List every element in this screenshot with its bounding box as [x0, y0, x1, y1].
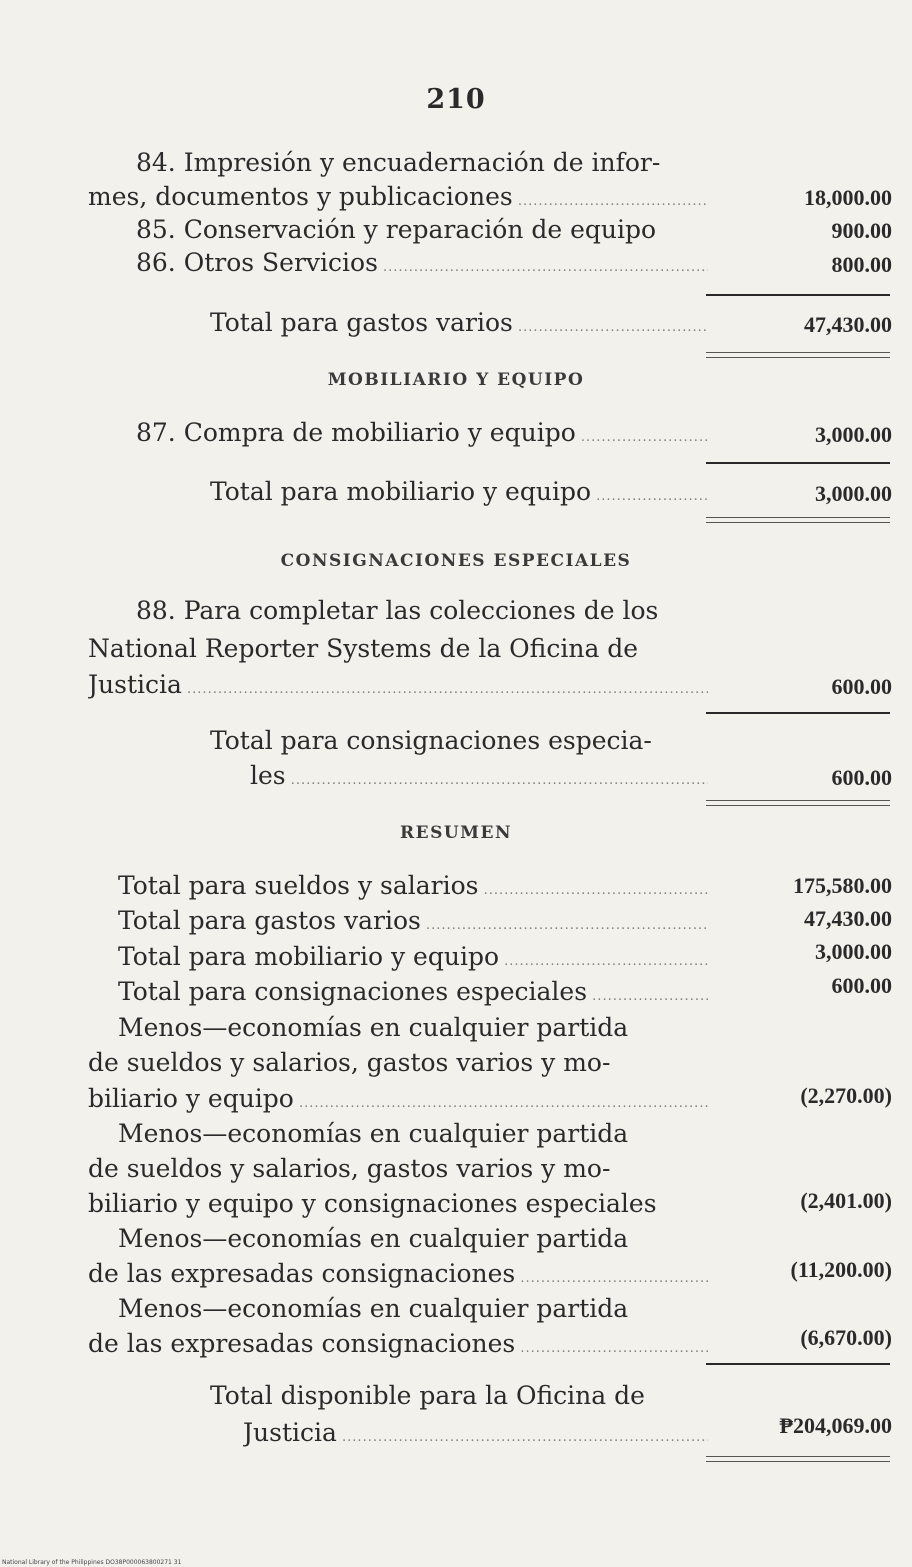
subtotal-rule	[706, 294, 890, 296]
double-rule-top	[706, 1456, 890, 1457]
amount-item-84: 18,000.00	[804, 185, 892, 210]
double-rule-bottom	[706, 357, 890, 358]
gastos-varios-total-label: Total para gastos varios .....	[210, 305, 708, 341]
item-88-line-3: Justicia .....	[88, 667, 708, 703]
menos-3-line-1: Menos—economías en cualquier partida	[118, 1224, 629, 1253]
menos-1-line-2: de sueldos y salarios, gastos varios y mo-	[88, 1048, 611, 1077]
menos-1-line-1: Menos—economías en cualquier partida	[118, 1013, 629, 1042]
resumen-gastos-amount: 47,430.00	[804, 906, 892, 931]
menos-2-amount: (2,401.00)	[800, 1188, 892, 1213]
grand-total-label-2: Justicia .....	[243, 1415, 708, 1451]
menos-3-line-2: de las expresadas consignaciones .....	[88, 1256, 708, 1292]
subtotal-rule	[706, 712, 890, 714]
menos-4-line-1: Menos—economías en cualquier partida	[118, 1294, 629, 1323]
double-rule-top	[706, 517, 890, 518]
page-number: 210	[426, 84, 486, 115]
section-heading-resumen: RESUMEN	[399, 823, 512, 843]
mobiliario-total-label: Total para mobiliario y equipo .....	[210, 474, 708, 510]
resumen-mobiliario-amount: 3,000.00	[815, 939, 892, 964]
item-84-line-2: mes, documentos y publicaciones .....	[88, 179, 708, 215]
double-rule-top	[706, 352, 890, 353]
subtotal-rule	[706, 462, 890, 464]
item-88-line-2: National Reporter Systems de la Oficina de	[88, 634, 639, 663]
double-rule-top	[706, 800, 890, 801]
menos-1-line-3: biliario y equipo .....	[88, 1081, 708, 1117]
section-heading-consignaciones: CONSIGNACIONES ESPECIALES	[280, 551, 632, 571]
resumen-mobiliario-label: Total para mobiliario y equipo .....	[118, 939, 708, 975]
item-85-line: 85. Conservación y reparación de equipo	[136, 215, 657, 244]
consignaciones-total-label-1: Total para consignaciones especia-	[210, 726, 652, 755]
amount-item-86: 800.00	[831, 252, 892, 277]
resumen-consignaciones-label: Total para consignaciones especiales .....	[118, 974, 708, 1010]
item-87-line: 87. Compra de mobiliario y equipo .....	[136, 415, 708, 451]
grand-total-rule	[706, 1363, 890, 1365]
double-rule-bottom	[706, 805, 890, 806]
amount-item-85: 900.00	[831, 218, 892, 243]
double-rule-bottom	[706, 1461, 890, 1462]
item-84-line-1: 84. Impresión y encuadernación de infor-	[136, 148, 661, 177]
menos-1-amount: (2,270.00)	[800, 1083, 892, 1108]
double-rule-bottom	[706, 522, 890, 523]
grand-total-amount: ₱204,069.00	[779, 1413, 892, 1438]
resumen-sueldos-label: Total para sueldos y salarios .....	[118, 868, 708, 904]
menos-4-line-2: de las expresadas consignaciones .....	[88, 1326, 708, 1362]
amount-item-87: 3,000.00	[815, 422, 892, 447]
resumen-gastos-label: Total para gastos varios .....	[118, 903, 708, 939]
resumen-consignaciones-amount: 600.00	[831, 973, 892, 998]
gastos-varios-total-amount: 47,430.00	[804, 312, 892, 337]
resumen-sueldos-amount: 175,580.00	[793, 873, 892, 898]
grand-total-label-1: Total disponible para la Oficina de	[210, 1381, 645, 1410]
item-88-line-1: 88. Para completar las colecciones de los	[136, 596, 659, 625]
menos-2-line-2: de sueldos y salarios, gastos varios y mo-	[88, 1154, 611, 1183]
menos-4-amount: (6,670.00)	[800, 1325, 892, 1350]
consignaciones-total-amount: 600.00	[831, 765, 892, 790]
section-heading-mobiliario: MOBILIARIO Y EQUIPO	[327, 370, 585, 390]
menos-2-line-3: biliario y equipo y consignaciones especiales	[88, 1189, 657, 1218]
library-footer: National Library of the Philippines DO38P000063800271 31	[2, 1559, 182, 1566]
menos-3-amount: (11,200.00)	[790, 1257, 892, 1282]
mobiliario-total-amount: 3,000.00	[815, 481, 892, 506]
menos-2-line-1: Menos—economías en cualquier partida	[118, 1119, 629, 1148]
amount-item-88: 600.00	[831, 674, 892, 699]
item-86-line: 86. Otros Servicios .....	[136, 245, 708, 281]
consignaciones-total-label-2: les .....	[250, 758, 708, 794]
